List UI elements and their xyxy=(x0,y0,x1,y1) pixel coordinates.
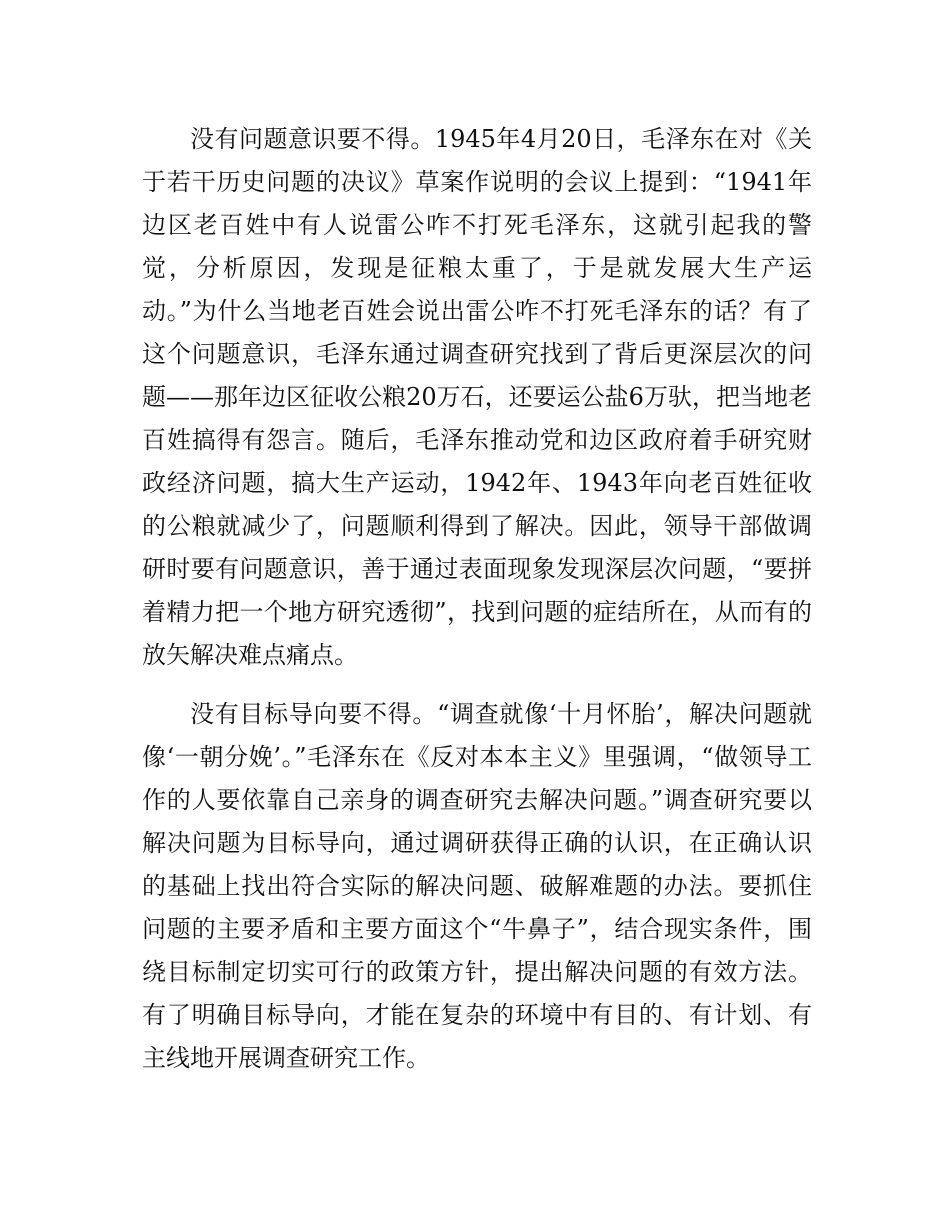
paragraph-problem-awareness: 没有问题意识要不得。1945年4月20日，毛泽东在对《关于若干历史问题的决议》草案作说明的会议上提到：“1941年边区老百姓中有人说雷公咋不打死毛泽东，这就引起我的警觉，分析原因，发现是征粮太重了，于是就发展大生产运动。”为什么当地老百姓会说出雷公咋不打死毛泽东的话？有了这个问题意识，毛泽东通过调查研究找到了背后更深层次的问题——那年边区征收公粮20万石，还要运公盐6万驮，把当地老百姓搞得有怨言。随后，毛泽东推动党和边区政府着手研究财政经济问题，搞大生产运动，1942年、1943年向老百姓征收的公粮就减少了，问题顺利得到了解决。因此，领导干部做调研时要有问题意识，善于通过表面现象发现深层次问题，“要拼着精力把一个地方研究透彻”，找到问题的症结所在，从而有的放矢解决难点痛点。 xyxy=(142,125,812,669)
paragraph-goal-orientation: 没有目标导向要不得。“调查就像‘十月怀胎’，解决问题就像‘一朝分娩’。”毛泽东在《反对本本主义》里强调，“做领导工作的人要依靠自己亲身的调查研究去解决问题。”调查研究要以解决问题为目标导向，通过调研获得正确的认识，在正确认识的基础上找出符合实际的解决问题、破解难题的办法。要抓住问题的主要矛盾和主要方面这个“牛鼻子”，结合现实条件，围绕目标制定切实可行的政策方针，提出解决问题的有效方法。有了明确目标导向，才能在复杂的环境中有目的、有计划、有主线地开展调查研究工作。 xyxy=(142,700,812,1072)
document-body xyxy=(142,118,812,1080)
